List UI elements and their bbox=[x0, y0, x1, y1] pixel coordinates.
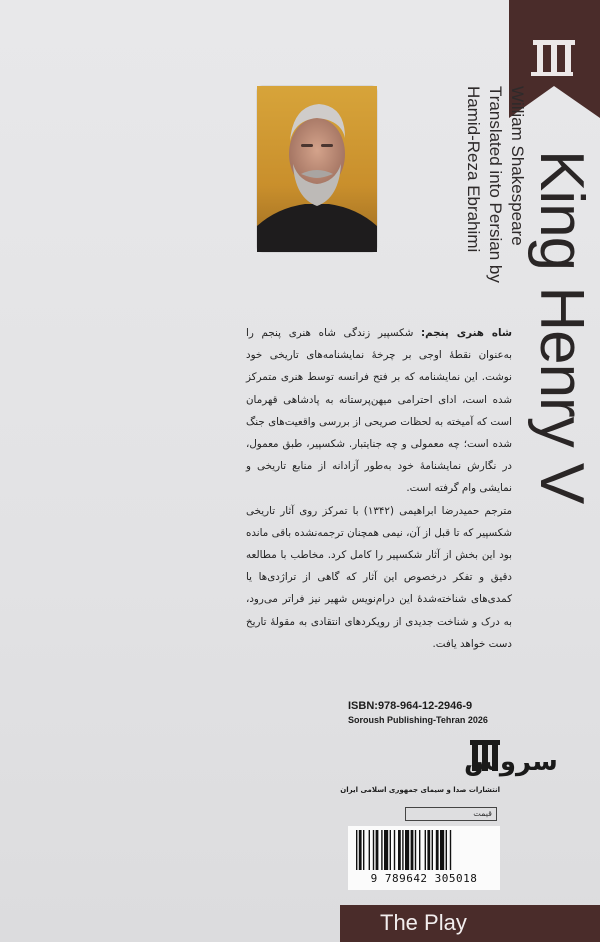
author-line: William Shakespeare bbox=[508, 86, 527, 246]
logo-text: سروش bbox=[464, 747, 558, 777]
translator-photo bbox=[257, 86, 377, 252]
soroush-logo-icon bbox=[354, 738, 558, 780]
book-title: King Henry V bbox=[527, 150, 596, 504]
description-block bbox=[246, 322, 512, 655]
isbn-text: ISBN:978-964-12-2946-9 bbox=[348, 700, 473, 712]
description-paragraph-1: شاه هنری پنجم: شکسپیر زندگی شاه هنری پنجم را به‌عنوان نقطهٔ اوجی بر چرخهٔ نمایشنامه‌های تاریخی خود نوشت. این نمایشنامه که بر فتح فرانسه توسط هنری متمرکز شده است، ادای احترامی میهن‌پرستانه به پادشاهی قهرمان است که آمیخته به لحظات صریحی از بررسی واقعیت‌های جنگ شده است؛ چه معمولی و چه جنایتبار. شکسپیر، طبق معمول، در نگارش نمایشنامهٔ خود به‌طور آزادانه از منابع تاریخی و نمایشی وام گرفته است. bbox=[246, 327, 512, 495]
series-label: The Play bbox=[380, 910, 467, 935]
barcode-number: 9 789642 305018 bbox=[370, 872, 478, 885]
series-bar bbox=[340, 905, 600, 942]
publisher-subtitle: انتشارات صدا و سیمای جمهوری اسلامی ایران bbox=[340, 786, 500, 794]
publisher-line: Soroush Publishing-Tehran 2026 bbox=[348, 715, 488, 725]
translation-line-2: Hamid-Reza Ebrahimi bbox=[464, 86, 483, 253]
translation-line-1: Translated into Persian by bbox=[486, 86, 505, 283]
price-box bbox=[405, 807, 497, 821]
description-paragraph-2: مترجم حمیدرضا ابراهیمی (۱۳۴۲) با تمرکز روی آثار تاریخی شکسپیر که تا قبل از آن، نیمی همچنان ترجمه‌نشده باقی مانده بود این بخش از آثار شکسپیر را کامل کرد. مخاطب با مطالعه دقیق و تفکر درخصوص این آثار که گاهی از تراژدی‌ها یا کمدی‌های شناخته‌شدهٔ این درام‌نویس شهیر نیز فراتر می‌رود، به درک و شناخت جدیدی از رویکردهای انتقادی به مقولهٔ تاریخ دست خواهد یافت. bbox=[246, 504, 512, 650]
price-label: قیمت bbox=[473, 809, 492, 818]
description-heading: شاه هنری پنجم: bbox=[421, 327, 512, 339]
